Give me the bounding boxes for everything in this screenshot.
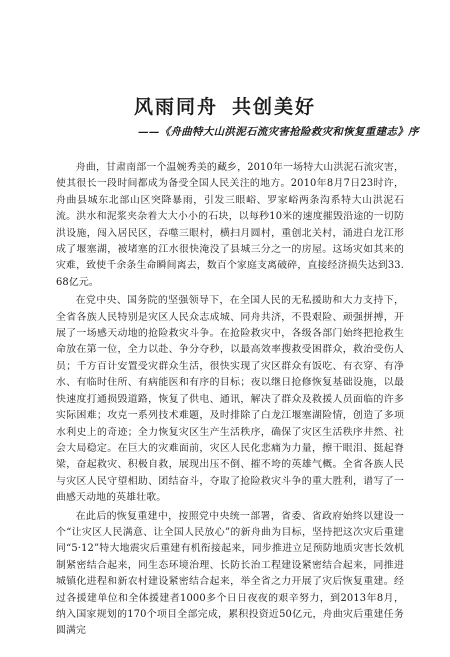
paragraph-2: 在党中央、国务院的坚强领导下，在全国人民的无私援助和大力支持下，全省各族人民特别是灾区人民众志成城、同舟共济，不畏艰险、顽强拼搏，开展了一场感天动地的抢险救灾斗争。在抢险救灾中，各级各部门始终把抢救生命放在第一位，全力以赴、争分夺秒，以最高效率搜救受困群众，救治受伤人员；千方百计安置受灾群众生活，很快实现了灾区群众有饭吃、有衣穿、有净水、有临时住所、有病能医和有序的目标；夜以继日抢修恢复基础设施，以最快速度打通损毁道路，恢复了供电、通讯，解决了群众及救援人员面临的许多实际困难；攻克一系列技术难题，及时排除了白龙江堰塞湖险情，创造了多项水利史上的奇迹；全力恢复灾区生产生活秩序，确保了灾区生活秩序井然、社会大局稳定。在巨大的灾难面前，灾区人民化悲痛为力量，擦干眼泪、挺起脊梁，奋起救灾、积极自救，展现出压不倒、摧不垮的英雄气概。全省各族人民与灾区人民守望相助、团结奋斗，夺取了抢险救灾斗争的重大胜利，谱写了一曲感天动地的英雄壮歌。 [56, 295, 404, 504]
page-title [0, 92, 450, 119]
title-part-2: 共创美好 [232, 96, 317, 118]
page-subtitle: ——《舟曲特大山洪泥石流灾害抢险救灾和恢复重建志》序 [138, 126, 419, 138]
paragraph-3: 在此后的恢复重建中，按照党中央统一部署，省委、省政府始终以建设一个“让灾区人民满意、让全国人民放心”的新舟曲为目标，坚持把这次灾后重建同“5·12”特大地震灾后重建有机衔接起来，同步推进立足预防地质灾害长效机制紧密结合起来，同生态环境治理、长防长治工程建设紧密结合起来，同推进城镇化进程和新农村建设紧密结合起来，举全省之力开展了灾后恢复重建。经过各援建单位和全体援建者1000多个日日夜夜的艰辛努力，到2013年8月，纳入国家规划的170个项目全部完成，累积投资近50亿元，舟曲灾后重建任务圆满完 [56, 510, 404, 637]
title-part-1: 风雨同舟 [133, 96, 218, 118]
body-text [56, 160, 404, 642]
paragraph-1: 舟曲，甘肃南部一个温婉秀美的藏乡，2010年一场特大山洪泥石流灾害，使其很长一段时间都成为备受全国人民关注的地方。2010年8月7日23时许，舟曲县城东北部山区突降暴雨，引发三眼峪、罗家峪两条沟系特大山洪泥石流。洪水和泥浆夹杂着大大小小的石块，以每秒10米的速度摧毁沿途的一切防洪设施，闯入居民区，吞噬三眼村，横扫月圆村，重创北关村，涌进白龙江形成了堰塞湖，被堵塞的江水很快淹没了县城三分之一的房屋。这场灾如其来的灾难，致使千余条生命瞬间离去，数百个家庭支离破碎，直接经济损失达到33.68亿元。 [56, 162, 404, 288]
